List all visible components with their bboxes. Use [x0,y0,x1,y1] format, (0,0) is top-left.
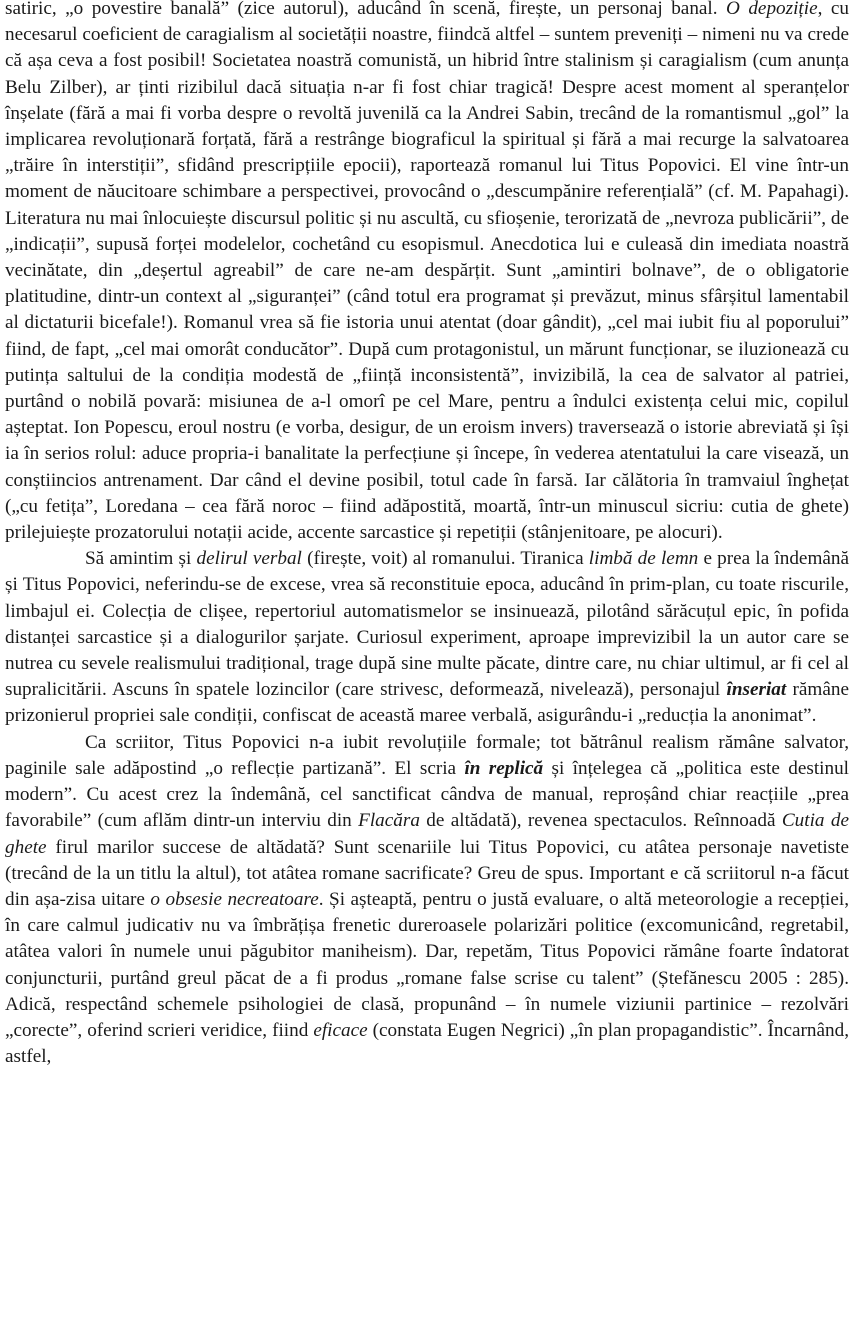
bold-italic-text-segment: în replică [464,757,544,779]
text-segment: rămâne prizonierul propriei sale condiții, confiscat de această maree verbală, asigurându-i „reducția la anonimat”. [5,679,849,727]
italic-text-segment: eficace [313,1019,368,1041]
text-segment: Ca scriitor, Titus Popovici n-a iubit revoluțiile formale; tot bătrânul realism rămâne salvator, paginile sale adăpostind „o reflecție partizană”. El scria [5,731,849,779]
paragraph [5,730,849,1071]
italic-text-segment: o obsesie necreatoare [150,888,319,910]
text-segment: (constata Eugen Negrici) „în plan propagandistic”. Încarnând, astfel, [5,1019,849,1068]
italic-text-segment: delirul verbal [196,548,302,570]
text-segment: , cu necesarul coeficient de caragialism al societății noastre, fiindcă altfel – suntem preveniți – nimeni nu va crede că așa ceva a fost posibil! Societatea noastră comunistă, un hibrid între stalinism și caragialism (cum anunța Belu Zilber), ar ținti rizibilul dacă situația n-ar fi fost chiar tragică! Despre acest moment al speranțelor înșelate (fără a mai fi vorba despre o revoltă juvenilă ca la Andrei Sabin, trecând de la romantismul „gol” la implicarea revoluționară forțată, fără a restrânge biograficul la spiritual și fără a mai recurge la salvatoarea „trăire în interstiții”, sfidând prescripțiile epocii), raportează romanul lui Titus Popovici. El vine într-un moment de năucitoare schimbare a perspectivei, provocând o „descumpănire referențială” (cf. M. Papahagi). Literatura nu mai înlocuiește discursul politic și nu ascultă, cu sfioșenie, terorizată de „nevroza publicării”, de „indicații”, supusă forței modelelor, cochetând cu esopismul. Anecdotica lui e culeasă din imediata noastră vecinătate, din „deșertul agreabil” de care ne-am despărțit. Sunt „amintiri bolnave”, de o obligatorie platitudine, dintr-un context al „siguranței” (când totul era programat și prevăzut, minus sfârșitul lamentabil al dictaturii bicefale!). Romanul vrea să fie istoria unui atentat (doar gândit), „cel mai iubit fiu al poporului” fiind, de fapt, „cel mai omorât conducător”. După cum protagonistul, un mărunt funcționar, se iluzionează cu putința saltului de la condiția modestă de „ființă inconsistentă”, invizibilă, la cea de salvator al patriei, purtând o nobilă povară: misiunea de a-l omorî pe cel Mare, pentru a îndulci existența celui mic, copilul așteptat. Ion Popescu, eroul nostru (e vorba, desigur, de un eroism invers) traversează o istorie abreviată și își ia în serios rolul: aduce propria-i banalitate la perfecțiune și începe, în vederea atentatului la care visează, un conștiincios antrenament. Dar când el devine posibil, totul cade în farsă. Iar călătoria în tramvaiul înghețat („cu fetița”, Loredana – cea fără noroc – fiind adăpostită, moartă, într-un minuscul sicriu: cutia de ghete) prilejuiește prozatorului notații acide, accente sarcastice și repetiții (stânjenitoare, pe alocuri). [5,0,849,544]
italic-text-segment: limbă de lemn [588,548,699,570]
text-segment: satiric, „o povestire banală” (zice autorul), aducând în scenă, firește, un personaj banal. [5,0,727,19]
paragraph [5,546,849,729]
paragraph [5,0,849,546]
bold-italic-text-segment: înseriat [726,679,787,701]
italic-text-segment: O depoziție [726,0,818,19]
text-segment: (firește, voit) al romanului. Tiranica [301,548,589,570]
text-segment: și înțelegea că „politica este destinul modern”. Cu acest crez la îndemână, cel sanctificat cândva de manual, reproșând chiar reacțiile „prea favorabile” (cum aflăm dintr-un interviu din [5,757,849,832]
text-segment: firul marilor succese de altădată? Sunt scenariile lui Titus Popovici, cu atâtea personaje navetiste (trecând de la un titlu la altul), tot atâtea romane sacrificate? Greu de spus. Important e că scriitorul n-a făcut din așa-zisa uitare [5,836,849,910]
italic-text-segment: Cutia de ghete [5,810,849,858]
text-segment: e prea la îndemână și Titus Popovici, neferindu-se de excese, vrea să reconstituie epoca, aducând în prim-plan, cu toate riscurile, limbajul ei. Colecția de clișee, repertoriul automatismelor se insinuează, pilotând sărăcuțul epic, în pofida distanței sarcastice și a dialogurilor șarjate. Curiosul experiment, aproape imprevizibil la un autor care se nutrea cu sevele realismului tradițional, trage după sine multe păcate, dintre care, nu chiar ultimul, ar fi cel al supralicitării. Ascuns în spatele lozincilor (care strivesc, deformează, nivelează), personajul [5,548,849,701]
text-segment: . Și așteaptă, pentru o justă evaluare, o altă meteorologie a recepției, în care calmul judicativ nu va îmbrățișa frenetic dureroasele polarizări politice (excomunicând, regretabil, atâtea valori în numele unui păgubitor maniheism). Dar, repetăm, Titus Popovici rămâne foarte îndatorat conjuncturii, purtând greul păcat de a fi produs „romane false scrise cu talent” (Ștefănescu 2005 : 285). Adică, respectând schemele psihologiei de clasă, propunând – în numele viziunii partinice – rezolvări „corecte”, oferind scrieri veridice, fiind [5,888,849,1041]
text-segment: de altădată), revenea spectaculos. Reînnoadă [419,810,782,832]
italic-text-segment: Flacăra [358,810,420,832]
text-segment: Să amintim și [85,548,197,570]
